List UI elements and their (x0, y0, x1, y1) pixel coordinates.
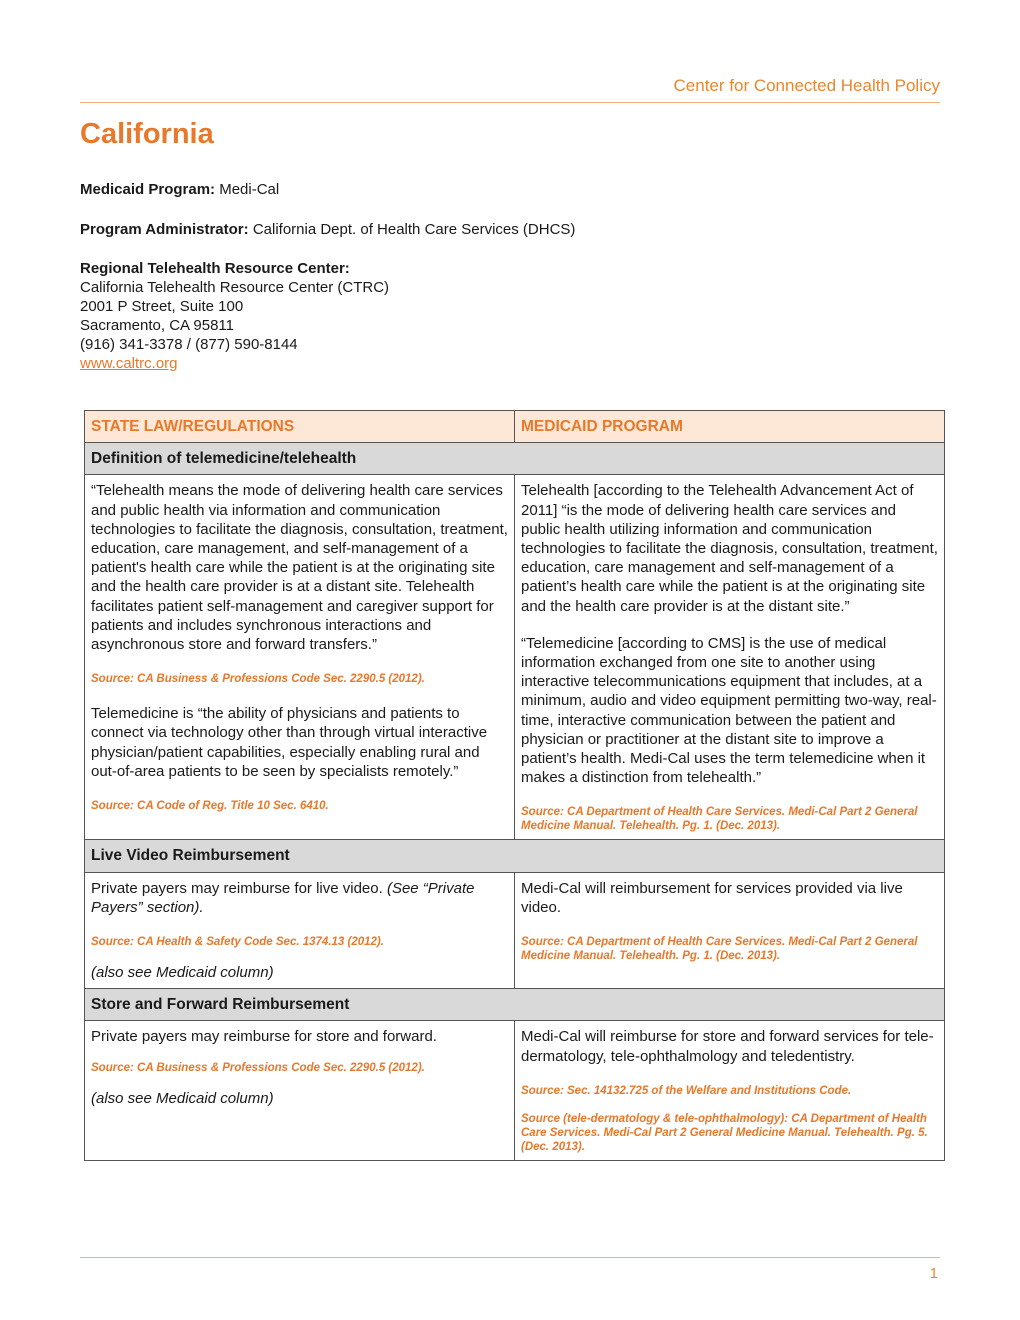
live-video-law-cell (85, 872, 515, 989)
store-forward-medicaid-source-2: Source (tele-dermatology & tele-ophthalmology): CA Department of Health Care Services. Medi-Cal Part 2 General Medicine Manual. Telehealth. Pg. 5. (Dec. 2013). (521, 1112, 928, 1153)
trc-name: California Telehealth Resource Center (CTRC) (80, 279, 390, 296)
definition-medicaid-source: Source: CA Department of Health Care Services. Medi-Cal Part 2 General Medicine Manual. Telehealth. Pg. 1. (Dec. 2013). (521, 806, 918, 833)
section-header-store-forward: Store and Forward Reimbursement (85, 989, 945, 1021)
program-admin-label: Program Administrator: (80, 221, 249, 238)
definition-law-text-1: “Telehealth means the mode of delivering health care services and public health via information and communication technologies to facilitate the diagnosis, consultation, treatment, education, care management, and self-management of a patient's health care while the patient is at the originating site and the health care provider is at a distant site. Telehealth facilitates patient self-management and caregiver support for patients and includes synchronous interactions and asynchronous store and forward transfers.” (91, 482, 508, 654)
live-video-law-also: (also see Medicaid column) (91, 964, 274, 982)
program-admin-line (80, 220, 575, 239)
section-header-live-video: Live Video Reimbursement (85, 840, 945, 872)
table-row-store-forward (85, 1021, 945, 1160)
policy-table (84, 410, 945, 1161)
page-number: 1 (929, 1265, 938, 1282)
live-video-law-note: (See “Private Payers” section). (91, 879, 475, 916)
definition-law-cell (85, 475, 515, 840)
program-admin-value: California Dept. of Health Care Services (DHCS) (252, 221, 576, 238)
store-forward-law-also: (also see Medicaid column) (91, 1089, 274, 1107)
live-video-law-text: Private payers may reimburse for live video. (91, 879, 383, 897)
live-video-medicaid-text: Medi-Cal will reimbursement for services provided via live video. (521, 879, 903, 916)
header-divider (80, 102, 940, 103)
trc-phone: (916) 341-3378 / (877) 590-8144 (80, 336, 298, 353)
live-video-law-source: Source: CA Health & Safety Code Sec. 1374.13 (2012). (91, 936, 384, 949)
trc-website-link[interactable]: www.caltrc.org (80, 355, 178, 372)
definition-medicaid-cell (515, 475, 945, 840)
definition-medicaid-text-1: Telehealth [according to the Telehealth Advancement Act of 2011] “is the mode of delivering health care services and public health utilizing information and communication technologies to facilitate the diagnosis, consultation, treatment, education, care management and self-management of a patient’s health care while the patient is at the originating site and the health care provider is at the distant site.” (521, 482, 938, 615)
section-header-definition: Definition of telemedicine/telehealth (85, 443, 945, 475)
store-forward-law-source: Source: CA Business & Professions Code Sec. 2290.5 (2012). (91, 1061, 425, 1074)
col-header-state-law: STATE LAW/REGULATIONS (85, 411, 515, 443)
trc-city: Sacramento, CA 95811 (80, 317, 234, 334)
definition-law-source-2: Source: CA Code of Reg. Title 10 Sec. 6410. (91, 800, 329, 813)
store-forward-medicaid-text: Medi-Cal will reimburse for store and forward services for tele-dermatology, tele-ophthalmology and teledentistry. (521, 1028, 934, 1065)
trc-street: 2001 P Street, Suite 100 (80, 298, 244, 315)
definition-law-text-2: Telemedicine is “the ability of physicians and patients to connect via technology other than through virtual interactive physician/patient capabilities, especially enabling rural and out-of-area patients to be seen by specialists remotely.” (91, 705, 488, 780)
table-row-definition (85, 475, 945, 840)
store-forward-medicaid-cell (515, 1021, 945, 1160)
store-forward-medicaid-source-1: Source: Sec. 14132.725 of the Welfare and Institutions Code. (521, 1084, 852, 1097)
store-forward-law-text: Private payers may reimburse for store and forward. (91, 1028, 437, 1046)
definition-law-source-1: Source: CA Business & Professions Code Sec. 2290.5 (2012). (91, 673, 425, 686)
medicaid-program-value: Medi-Cal (219, 181, 280, 198)
live-video-medicaid-source: Source: CA Department of Health Care Services. Medi-Cal Part 2 General Medicine Manual. Telehealth. Pg. 1. (Dec. 2013). (521, 936, 918, 963)
definition-medicaid-text-2: “Telemedicine [according to CMS] is the use of medical information exchanged from one site to another using interactive telecommunications equipment that includes, at a minimum, audio and video equipment permitting two-way, real-time, interactive communication between the patient and physician or practitioner at the distant site to improve a patient’s health. Medi-Cal uses the term telemedicine when it makes a distinction from telehealth.” (521, 634, 937, 787)
table-header-row (85, 411, 945, 443)
trc-label: Regional Telehealth Resource Center: (80, 260, 350, 277)
table-row-live-video (85, 872, 945, 989)
store-forward-law-cell (85, 1021, 515, 1160)
page-title: California (80, 118, 214, 150)
trc-block (80, 259, 389, 373)
footer-divider (80, 1257, 940, 1258)
medicaid-program-line (80, 180, 279, 199)
col-header-medicaid: MEDICAID PROGRAM (515, 411, 945, 443)
medicaid-program-label: Medicaid Program: (80, 181, 216, 198)
live-video-medicaid-cell (515, 872, 945, 989)
org-name: Center for Connected Health Policy (673, 76, 940, 95)
